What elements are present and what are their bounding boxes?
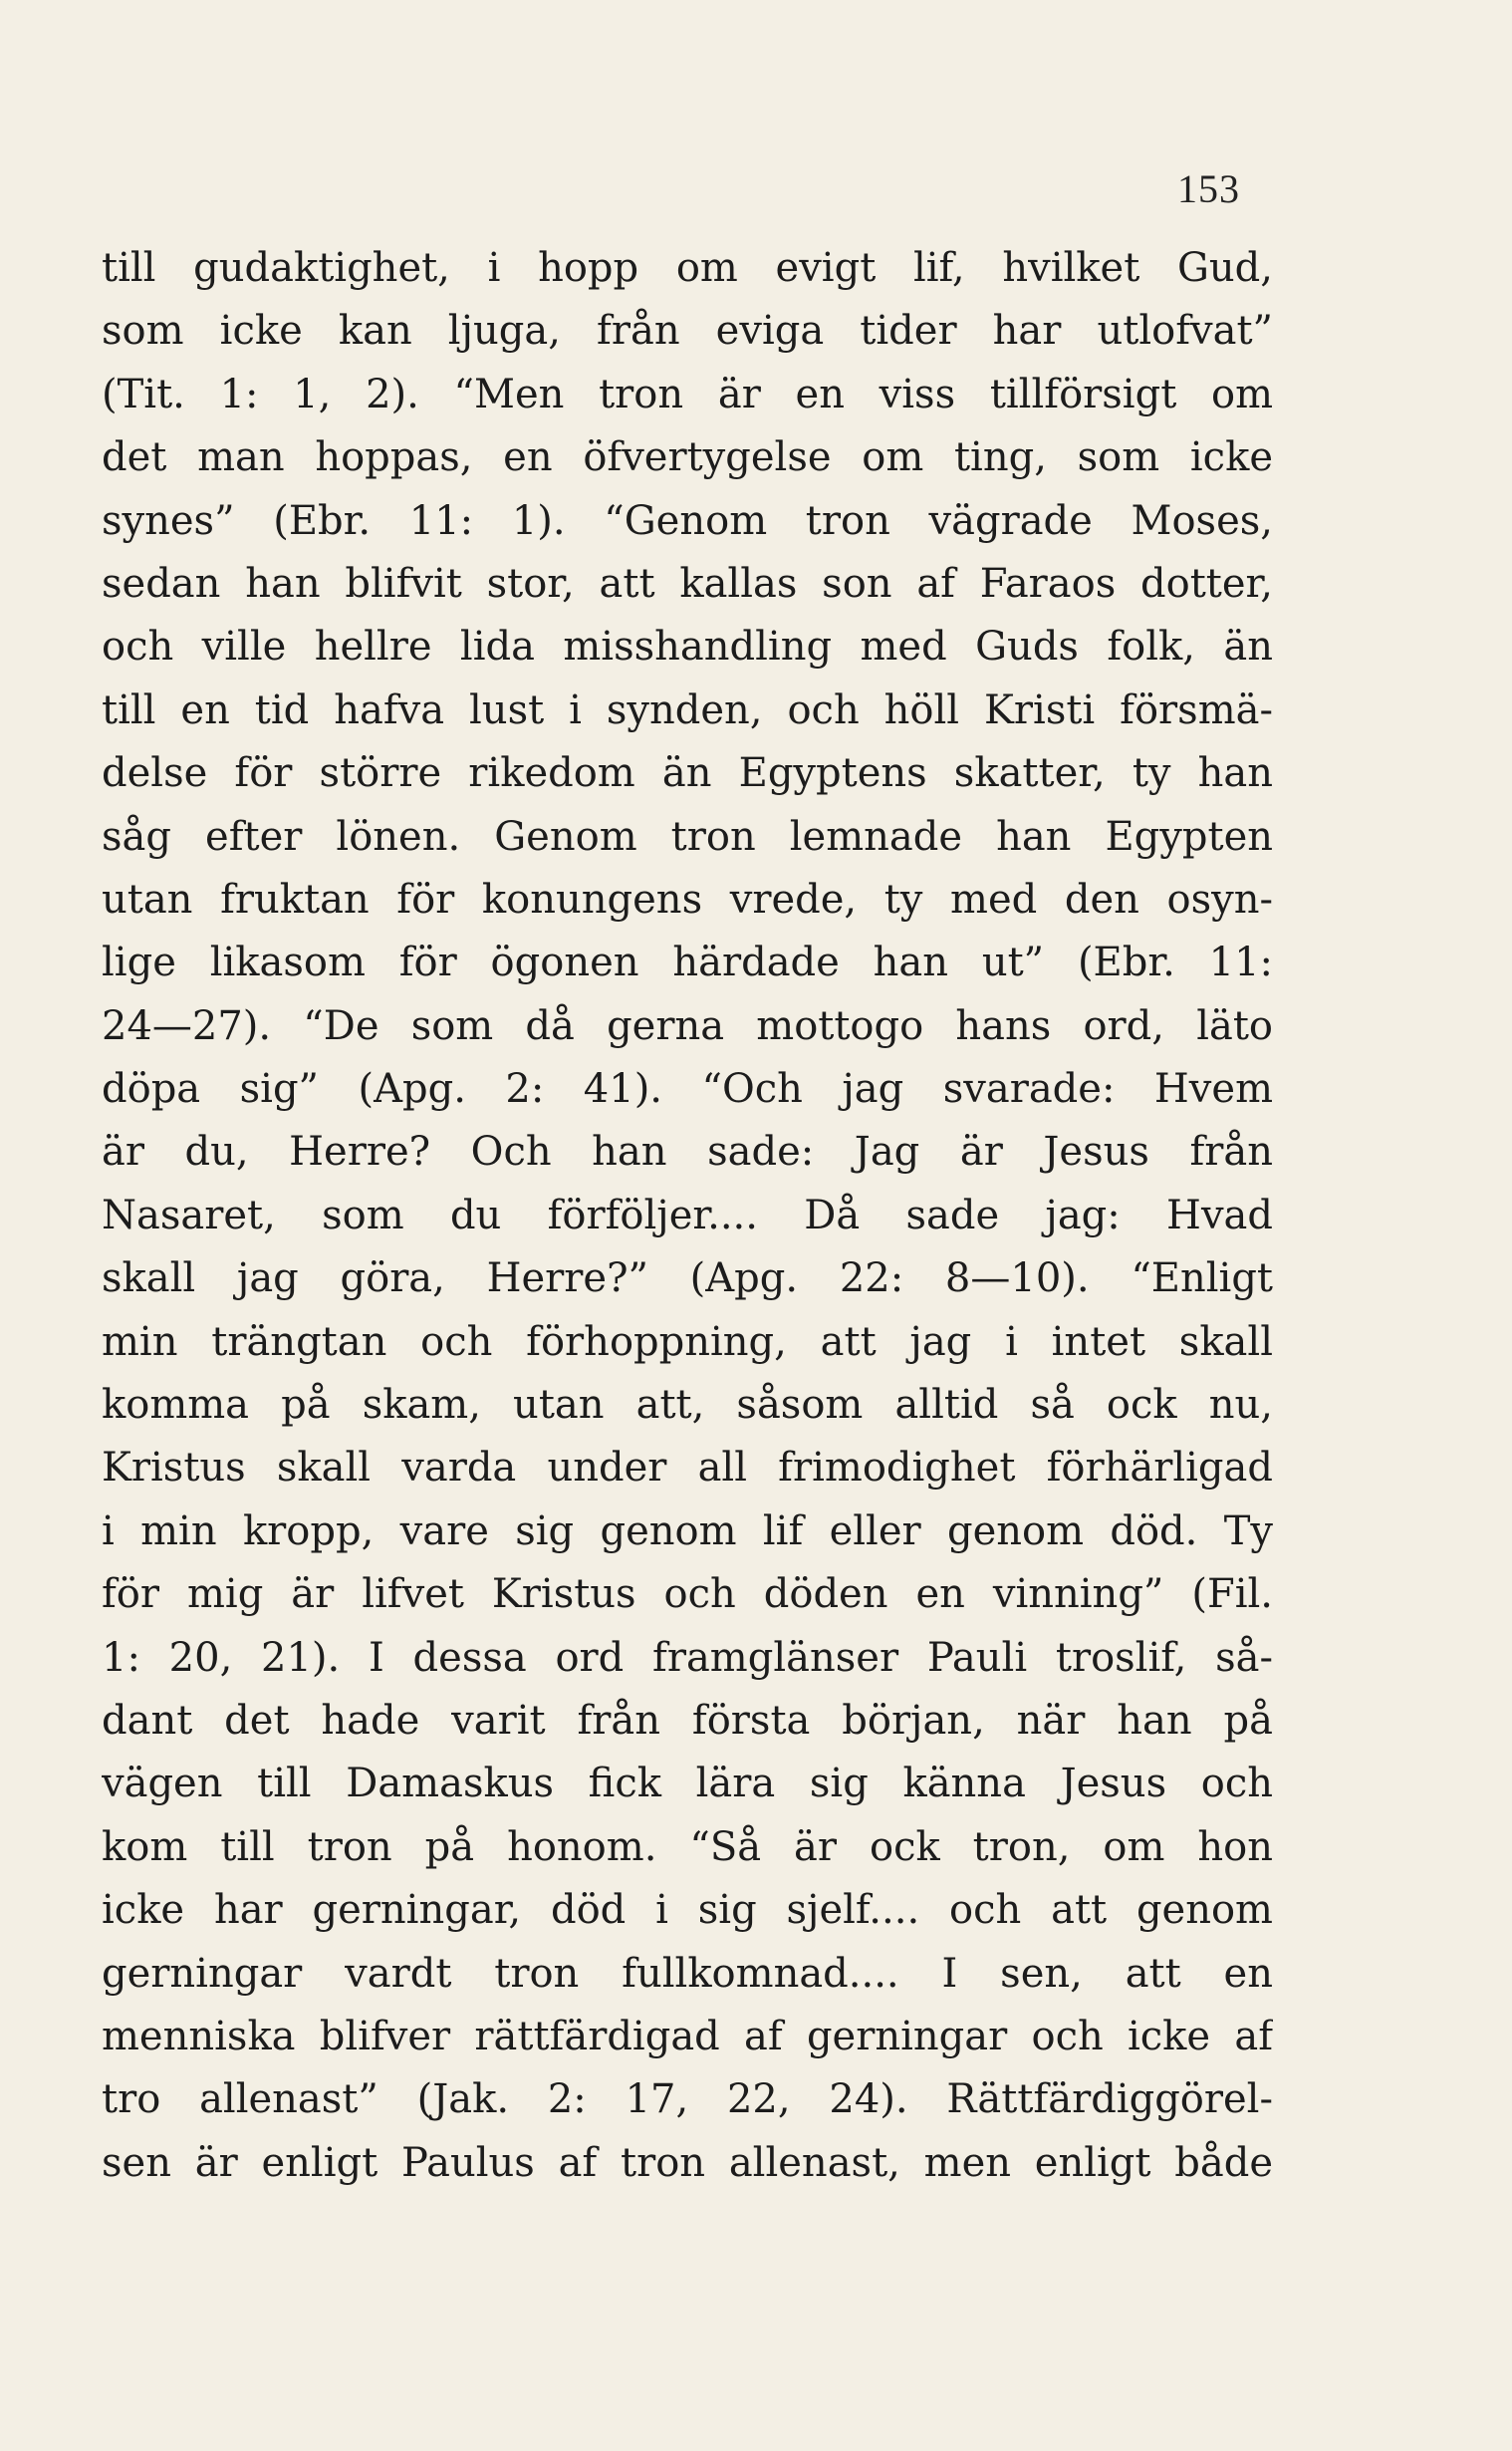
text-line: sedan han blifvit stor, att kallas son af Faraos dotter, — [102, 560, 1273, 607]
text-line: Nasaret, som du förföljer.... Då sade jag: Hvad — [102, 1192, 1273, 1238]
text-line: kom till tron på honom. “Så är ock tron, om hon — [102, 1823, 1273, 1870]
body-text — [102, 237, 1273, 2195]
text-line: sen är enligt Paulus af tron allenast, men enligt både — [102, 2139, 1273, 2186]
text-line: och ville hellre lida misshandling med Guds folk, än — [102, 624, 1273, 671]
text-line: komma på skam, utan att, såsom alltid så ock nu, — [102, 1382, 1273, 1429]
text-line: i min kropp, vare sig genom lif eller genom död. Ty — [102, 1507, 1273, 1554]
text-line: gerningar vardt tron fullkomnad.... I sen, att en — [102, 1950, 1273, 1997]
text-line: skall jag göra, Herre?” (Apg. 22: 8—10). “Enligt — [102, 1255, 1273, 1302]
text-line: utan fruktan för konungens vrede, ty med den osyn- — [102, 876, 1273, 923]
text-line: synes” (Ebr. 11: 1). “Genom tron vägrade Moses, — [102, 497, 1273, 544]
text-line: tro allenast” (Jak. 2: 17, 22, 24). Rättfärdiggörel- — [102, 2076, 1273, 2123]
text-line: dant det hade varit från första början, när han på — [102, 1697, 1273, 1744]
text-line: Kristus skall varda under all frimodighet förhärligad — [102, 1445, 1273, 1492]
text-line: till en tid hafva lust i synden, och höll Kristi försmä- — [102, 686, 1273, 733]
text-line: som icke kan ljuga, från eviga tider har utlofvat” — [102, 308, 1273, 355]
text-line: (Tit. 1: 1, 2). “Men tron är en viss tillförsigt om — [102, 371, 1273, 417]
text-line: det man hoppas, en öfvertygelse om ting, som icke — [102, 434, 1273, 481]
text-line: lige likasom för ögonen härdade han ut” (Ebr. 11: — [102, 940, 1273, 986]
text-line: såg efter lönen. Genom tron lemnade han Egypten — [102, 813, 1273, 860]
text-line: till gudaktighet, i hopp om evigt lif, hvilket Gud, — [102, 245, 1273, 291]
text-line: 1: 20, 21). I dessa ord framglänser Pauli troslif, så- — [102, 1634, 1273, 1681]
text-line: icke har gerningar, död i sig sjelf.... och att genom — [102, 1887, 1273, 1934]
text-line: delse för större rikedom än Egyptens skatter, ty han — [102, 750, 1273, 797]
text-line: för mig är lifvet Kristus och döden en vinning” (Fil. — [102, 1571, 1273, 1618]
text-line: min trängtan och förhoppning, att jag i intet skall — [102, 1318, 1273, 1365]
text-line: 24—27). “De som då gerna mottogo hans ord, läto — [102, 1002, 1273, 1049]
page-number: 153 — [1177, 166, 1240, 211]
text-line: döpa sig” (Apg. 2: 41). “Och jag svarade: Hvem — [102, 1066, 1273, 1113]
text-line: menniska blifver rättfärdigad af gerningar och icke af — [102, 2013, 1273, 2059]
text-line: är du, Herre? Och han sade: Jag är Jesus från — [102, 1129, 1273, 1176]
text-line: vägen till Damaskus fick lära sig känna Jesus och — [102, 1761, 1273, 1807]
